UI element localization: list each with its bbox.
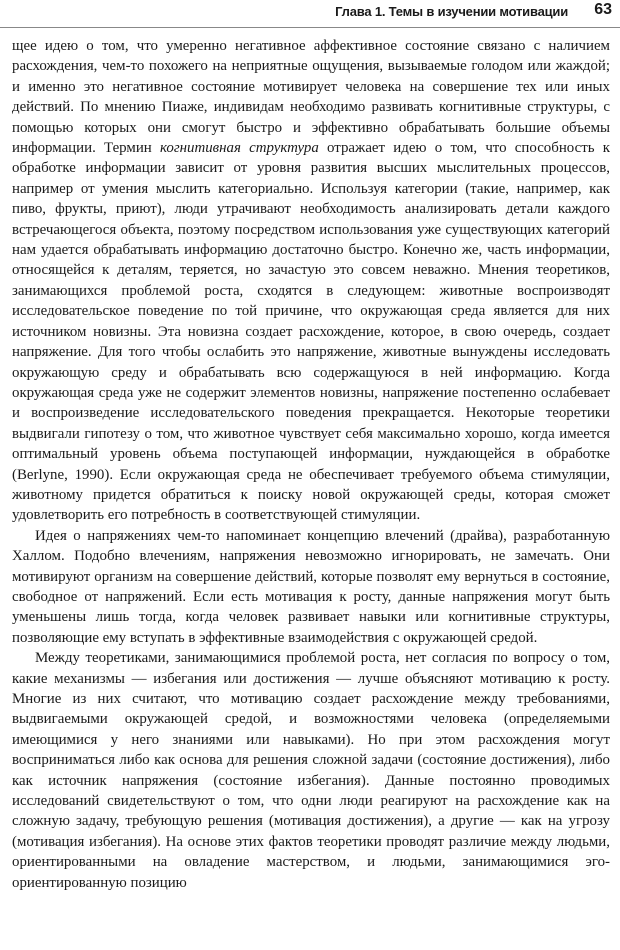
paragraph-1-part-1: щее идею о том, что умеренно негативное аффективное состояние связано с наличием расхождения, чем-то похожего на неприятные ощущения, вызываемые голодом или жаждой; и именно это негативное состояние мотивирует человека на совершение тех или иных действий. По мнению Пиаже, индивидам необходимо развивать когнитивные структуры, с помощью которых они смогут быстро и эффективно обрабатывать большие объемы информации. Термин bbox=[12, 38, 610, 157]
paragraph-2: Идея о напряжениях чем-то напоминает концепцию влечений (драйва), разработанную Халлом. Подобно влечениям, напряжения невозможно игнорировать, не замечать. Они мотивируют организм на совершение действий, которые позволят ему вернуться в состояние, свободное от напряжений. Если есть мотивация к росту, данные напряжения могут быть уменьшены лишь тогда, когда человек развивает навыки или когнитивные структуры, позволяющие ему вступать в эффективные взаимодействия с окружающей средой. bbox=[12, 527, 610, 646]
header-rule bbox=[0, 27, 620, 28]
paragraph-3: Между теоретиками, занимающимися проблемой роста, нет согласия по вопросу о том, какие механизмы — избегания или достижения — лучше объясняют мотивацию к росту. Многие из них считают, что мотивацию создает расхождение между требованиями, выдвигаемыми окружающей средой, и возможностями человека (определяемыми имеющимися у него знаниями или навыками). Но при этом расхождения могут восприниматься либо как основа для решения сложной задачи (состояние достижения), либо как источник напряжения (состояние избегания). Данные постоянно проводимых исследований свидетельствуют о том, что одни люди реагируют на расхождение как на сложную задачу, требующую решения (мотивация достижения), а другие — как на угрозу (мотивация избегания). На основе этих фактов теоретики проводят различие между людьми, ориентированными на овладение мастерством, и людьми, занимающимися эго-ориентированную позицию bbox=[12, 650, 610, 891]
page-number: 63 bbox=[594, 1, 612, 18]
running-header bbox=[0, 0, 620, 30]
body-text bbox=[12, 36, 610, 893]
chapter-title: Глава 1. Темы в изучении мотивации bbox=[335, 4, 568, 19]
paragraph-1 bbox=[12, 36, 610, 526]
paragraph-1-part-2: отражает идею о том, что способность к обработке информации зависит от уровня развития высших мыслительных процессов, например от умения мыслить категориально. Используя категории (такие, например, как пиво, фрукты, приют), люди утрачивают необходимость анализировать детали каждого встречающегося объекта, поэтому посредством использования уже существующих категорий нам удается обрабатывать информацию достаточно быстро. Конечно же, часть информации, относящейся к деталям, теряется, но зачастую это совсем неважно. Мнения теоретиков, занимающихся проблемой роста, сходятся в следующем: животные воспроизводят исследовательское поведение по той причине, что окружающая среда является для них источником новизны. Эта новизна создает расхождение, которое, в свою очередь, создает напряжение. Для того чтобы ослабить это напряжение, животные вынуждены исследовать окружающую среду и обрабатывать всю содержащуюся в ней информацию. Когда окружающая среда уже не содержит элементов новизны, напряжение постепенно ослабевает и воспроизведение исследовательского поведения прекращается. Некоторые теоретики выдвигали гипотезу о том, что животное чувствует себя максимально хорошо, когда имеется оптимальный уровень объема поступающей информации, нуждающейся в обработке (Berlyne, 1990). Если окружающая среда не обеспечивает требуемого объема стимуляции, животному придется обратиться к поиску новой окружающей среды, которая сможет удовлетворить его потребность в соответствующей стимуляции. bbox=[12, 140, 610, 524]
term-cognitive-structure: когнитивная структура bbox=[160, 140, 319, 157]
